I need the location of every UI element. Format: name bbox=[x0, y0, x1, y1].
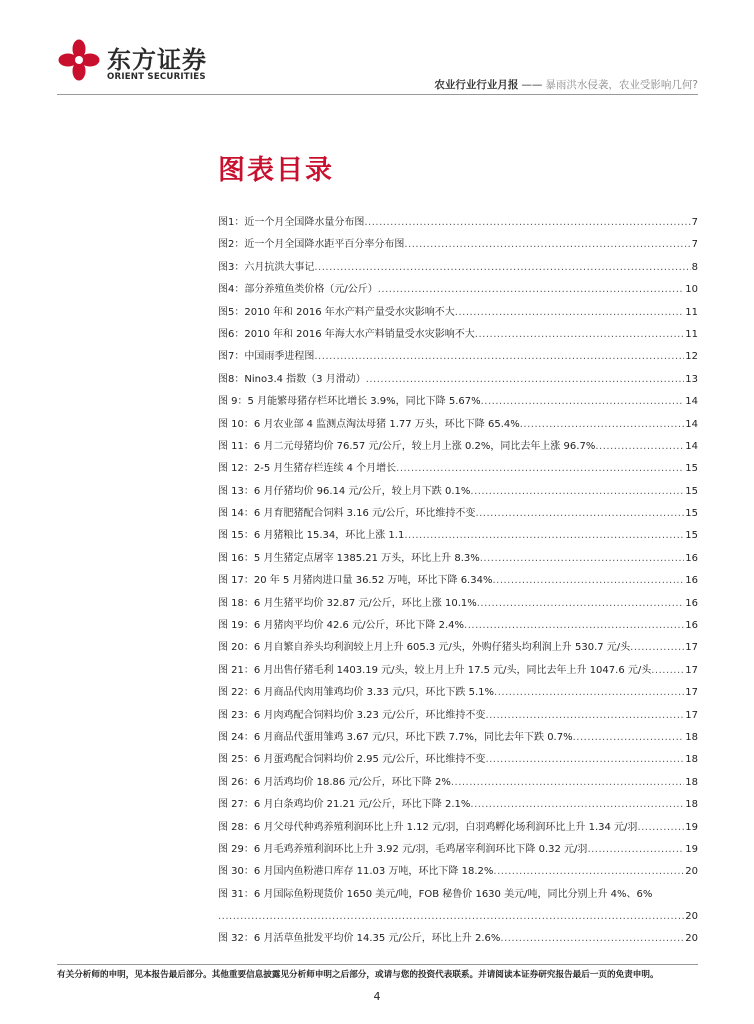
toc-entry-text: 图 10：6 月农业部 4 监测点淘汰母猪 1.77 万头，环比下降 65.4% bbox=[218, 418, 520, 430]
toc-entry-page: 17 bbox=[685, 709, 698, 721]
toc-leader-dots bbox=[464, 615, 684, 637]
toc-entry[interactable] bbox=[218, 593, 698, 615]
page-number: 4 bbox=[373, 990, 381, 1003]
toc-entry[interactable] bbox=[218, 525, 698, 547]
toc-entry[interactable] bbox=[218, 346, 698, 368]
toc-entry-text: 图7：中国雨季进程图 bbox=[218, 351, 315, 363]
toc-entry-page: 16 bbox=[685, 552, 698, 564]
toc-entry[interactable] bbox=[218, 391, 698, 413]
toc-entry[interactable] bbox=[218, 481, 698, 503]
toc-entry-page: 20 bbox=[685, 932, 698, 944]
toc-leader-dots bbox=[587, 839, 684, 861]
toc-entry[interactable] bbox=[218, 570, 698, 592]
toc-leader-dots bbox=[404, 525, 684, 547]
toc-entry[interactable] bbox=[218, 302, 698, 324]
toc-entry[interactable] bbox=[218, 839, 698, 861]
toc-entry-page: 12 bbox=[685, 351, 698, 363]
toc-leader-dots bbox=[451, 772, 684, 794]
toc-entry[interactable] bbox=[218, 436, 698, 458]
toc-entry-text: 图 32：6 月活草鱼批发平均价 14.35 元/公斤，环比上升 2.6% bbox=[218, 932, 501, 944]
toc-entry-text: 图8：Nino3.4 指数（3 月滑动） bbox=[218, 373, 366, 385]
toc-entry[interactable] bbox=[218, 794, 698, 816]
orient-logo-icon bbox=[57, 38, 101, 82]
toc-leader-dots bbox=[477, 593, 685, 615]
header-divider bbox=[57, 94, 698, 95]
toc-entry-page: 17 bbox=[685, 642, 698, 654]
toc-leader-dots bbox=[314, 257, 690, 279]
toc-leader-dots bbox=[366, 369, 685, 391]
toc-entry[interactable] bbox=[218, 548, 698, 570]
toc-entry-page: 14 bbox=[685, 418, 698, 430]
toc-entry-page: 18 bbox=[685, 799, 698, 811]
toc-entry-page: 15 bbox=[685, 530, 698, 542]
toc-leader-dots bbox=[595, 436, 684, 458]
toc-entry-text: 图 23：6 月肉鸡配合饲料均价 3.23 元/公斤，环比维持不变 bbox=[218, 709, 486, 721]
toc-entry-page: 8 bbox=[691, 261, 698, 273]
toc-entry-text: 图 15：6 月猪粮比 15.34，环比上涨 1.1 bbox=[218, 530, 405, 542]
toc-leader-dots bbox=[485, 749, 684, 771]
report-subtitle: 暴雨洪水侵袭，农业受影响几何? bbox=[545, 79, 698, 91]
toc-entry-text: 图 25：6 月蛋鸡配合饲料均价 2.95 元/公斤，环比维持不变 bbox=[218, 754, 486, 766]
toc-leader-dots bbox=[455, 302, 684, 324]
company-logo bbox=[57, 38, 217, 88]
toc-entry-text: 图 27：6 月白条鸡均价 21.21 元/公斤，环比下降 2.1% bbox=[218, 799, 471, 811]
toc-entry-page: 20 bbox=[685, 866, 698, 878]
toc-leader-dots bbox=[485, 705, 684, 727]
toc-entry-page: 18 bbox=[685, 754, 698, 766]
toc-leader-dots bbox=[218, 906, 684, 928]
toc-entry-page: 15 bbox=[685, 485, 698, 497]
toc-leader-dots bbox=[493, 861, 684, 883]
logo-english-name: ORIENT SECURITIES bbox=[107, 72, 206, 82]
toc-entry-page: 18 bbox=[685, 731, 698, 743]
toc-entry-text: 图 18：6 月生猪平均价 32.87 元/公斤，环比上涨 10.1% bbox=[218, 597, 477, 609]
toc-leader-dots bbox=[573, 727, 685, 749]
toc-entry-page: 16 bbox=[685, 620, 698, 632]
toc-entry-text: 图 22：6 月商品代肉用雏鸡均价 3.33 元/只，环比下跌 5.1% bbox=[218, 687, 495, 699]
toc-entry[interactable] bbox=[218, 234, 698, 256]
toc-entry-text: 图 26：6 月活鸡均价 18.86 元/公斤，环比下降 2% bbox=[218, 776, 451, 788]
toc-entry[interactable] bbox=[218, 458, 698, 480]
toc-leader-dots bbox=[470, 794, 684, 816]
figure-table-of-contents bbox=[218, 212, 698, 950]
toc-entry-text: 图6：2010 年和 2016 年海大水产料销量受水灾影响不大 bbox=[218, 328, 475, 340]
toc-entry-text: 图 16：5 月生猪定点屠宰 1385.21 万头，环比上升 8.3% bbox=[218, 552, 480, 564]
toc-entry[interactable] bbox=[218, 414, 698, 436]
toc-entry[interactable] bbox=[218, 257, 698, 279]
toc-entry[interactable] bbox=[218, 615, 698, 637]
toc-leader-dots bbox=[470, 481, 684, 503]
toc-entry-page: 16 bbox=[685, 575, 698, 587]
toc-entry-page: 15 bbox=[685, 508, 698, 520]
toc-leader-dots bbox=[364, 212, 690, 234]
toc-leader-dots bbox=[637, 817, 684, 839]
toc-entry[interactable] bbox=[218, 279, 698, 301]
toc-leader-dots bbox=[520, 414, 685, 436]
toc-entry[interactable] bbox=[218, 705, 698, 727]
toc-entry-text: 图 17：20 年 5 月猪肉进口量 36.52 万吨，环比下降 6.34% bbox=[218, 575, 493, 587]
toc-entry[interactable] bbox=[218, 772, 698, 794]
toc-entry-text: 图 13：6 月仔猪均价 96.14 元/公斤，较上月下跌 0.1% bbox=[218, 485, 471, 497]
toc-entry-page: 16 bbox=[685, 597, 698, 609]
toc-leader-dots bbox=[378, 279, 685, 301]
toc-entry-page: 13 bbox=[685, 373, 698, 385]
toc-entry-text: 图 14：6 月育肥猪配合饲料 3.16 元/公斤，环比维持不变 bbox=[218, 508, 476, 520]
toc-entry-text: 图3：六月抗洪大事记 bbox=[218, 261, 315, 273]
toc-leader-dots bbox=[630, 637, 684, 659]
toc-entry[interactable] bbox=[218, 324, 698, 346]
toc-leader-dots bbox=[651, 660, 684, 682]
toc-entry-text: 图 20：6 月自繁自养头均利润较上月上升 605.3 元/头，外购仔猪头均利润上升 530.7 元/头 bbox=[218, 642, 631, 654]
footer-divider bbox=[57, 964, 698, 965]
toc-entry-text: 图 29：6 月毛鸡养殖利润环比上升 3.92 元/羽，毛鸡屠宰利润环比下降 0.32 元/羽 bbox=[218, 843, 588, 855]
toc-entry-text: 图5：2010 年和 2016 年水产料产量受水灾影响不大 bbox=[218, 306, 455, 318]
toc-entry-text: 图 31：6 月国际鱼粉现货价 1650 美元/吨，FOB 秘鲁价 1630 美元/吨，同比分别上升 4%、6% bbox=[218, 888, 653, 900]
toc-leader-dots bbox=[494, 682, 684, 704]
toc-entry-page: 17 bbox=[685, 687, 698, 699]
toc-entry[interactable] bbox=[218, 369, 698, 391]
toc-leader-dots bbox=[500, 928, 684, 950]
toc-leader-dots bbox=[396, 458, 684, 480]
toc-entry[interactable] bbox=[218, 928, 698, 950]
toc-entry-page: 20 bbox=[685, 910, 698, 922]
toc-leader-dots bbox=[314, 346, 684, 368]
toc-entry-page: 7 bbox=[691, 239, 698, 251]
toc-entry-page: 18 bbox=[685, 776, 698, 788]
toc-entry-page: 11 bbox=[685, 328, 698, 340]
toc-entry-text: 图4：部分养殖鱼类价格（元/公斤） bbox=[218, 284, 378, 296]
toc-entry[interactable] bbox=[218, 682, 698, 704]
toc-entry-text: 图 30：6 月国内鱼粉港口库存 11.03 万吨，环比下降 18.2% bbox=[218, 866, 494, 878]
toc-entry-page: 15 bbox=[685, 463, 698, 475]
toc-leader-dots bbox=[492, 570, 684, 592]
toc-entry[interactable] bbox=[218, 637, 698, 659]
toc-entry-page: 19 bbox=[685, 843, 698, 855]
toc-entry[interactable] bbox=[218, 749, 698, 771]
logo-chinese-name: 东方证券 bbox=[107, 46, 207, 74]
report-header bbox=[434, 77, 698, 92]
footer-disclaimer: 有关分析师的申明，见本报告最后部分。其他重要信息披露见分析师申明之后部分，或请与您的投资代表联系。并请阅读本证券研究报告最后一页的免责申明。 bbox=[57, 970, 659, 980]
toc-entry-page: 10 bbox=[685, 284, 698, 296]
toc-entry-text: 图 21：6 月出售仔猪毛利 1403.19 元/头，较上月上升 17.5 元/头，同比去年上升 1047.6 元/头 bbox=[218, 664, 652, 676]
toc-entry[interactable] bbox=[218, 212, 698, 234]
toc-entry-page: 7 bbox=[691, 217, 698, 228]
toc-entry-text: 图 12：2-5 月生猪存栏连续 4 个月增长 bbox=[218, 463, 397, 475]
toc-entry-text: 图 11：6 月二元母猪均价 76.57 元/公斤，较上月上涨 0.2%，同比去年上涨 96.7% bbox=[218, 440, 596, 452]
toc-entry-page: 19 bbox=[685, 821, 698, 833]
toc-entry-page: 17 bbox=[685, 664, 698, 676]
toc-entry[interactable] bbox=[218, 503, 698, 525]
toc-leader-dots bbox=[480, 548, 685, 570]
toc-entry[interactable] bbox=[218, 884, 698, 928]
toc-entry-text: 图1：近一个月全国降水量分布图 bbox=[218, 217, 365, 228]
toc-leader-dots bbox=[481, 391, 685, 413]
toc-entry-text: 图 24：6 月商品代蛋用雏鸡 3.67 元/只，环比下跌 7.7%，同比去年下跌 0.7% bbox=[218, 731, 573, 743]
toc-leader-dots bbox=[475, 324, 684, 346]
toc-entry-page: 14 bbox=[685, 440, 698, 452]
toc-entry[interactable] bbox=[218, 861, 698, 883]
toc-entry-page: 11 bbox=[685, 306, 698, 318]
toc-entry-text: 图 9：5 月能繁母猪存栏环比增长 3.9%，同比下降 5.67% bbox=[218, 396, 481, 408]
toc-entry-page: 14 bbox=[685, 396, 698, 408]
toc-entry-text: 图2：近一个月全国降水距平百分率分布图 bbox=[218, 239, 405, 251]
page-title: 图表目录 bbox=[218, 155, 334, 186]
report-category: 农业行业行业月报 bbox=[434, 79, 519, 91]
header-separator: —— bbox=[521, 79, 543, 91]
toc-entry[interactable] bbox=[218, 817, 698, 839]
toc-entry[interactable] bbox=[218, 660, 698, 682]
toc-entry-text: 图 28：6 月父母代种鸡养殖利润环比上升 1.12 元/羽，白羽鸡孵化场利润环比上升 1.34 元/羽 bbox=[218, 821, 638, 833]
toc-entry-text: 图 19：6 月猪肉平均价 42.6 元/公斤，环比下降 2.4% bbox=[218, 620, 465, 632]
toc-entry[interactable] bbox=[218, 727, 698, 749]
toc-leader-dots bbox=[475, 503, 684, 525]
toc-leader-dots bbox=[404, 234, 690, 256]
